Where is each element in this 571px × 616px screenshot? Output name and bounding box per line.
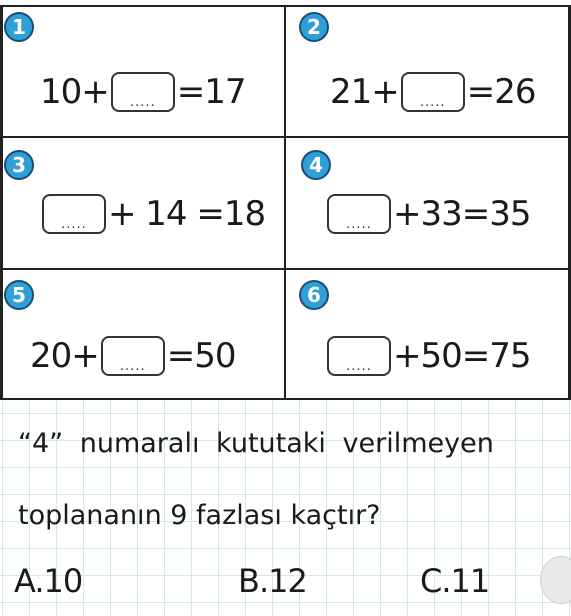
equation-row bbox=[40, 194, 265, 234]
problem-number-badge: 3 bbox=[4, 150, 34, 180]
answer-blank bbox=[327, 194, 391, 234]
answer-blank bbox=[42, 194, 106, 234]
answer-blank bbox=[327, 336, 391, 376]
problem-number-badge: 4 bbox=[301, 150, 331, 180]
table-border-top bbox=[0, 5, 571, 7]
equation-right: =26 bbox=[466, 72, 536, 112]
equation-left: 20+ bbox=[30, 336, 99, 376]
option-letter: B. bbox=[238, 562, 269, 600]
problem-number-badge: 2 bbox=[299, 12, 329, 42]
option-value: 12 bbox=[268, 562, 307, 600]
answer-blank bbox=[401, 72, 465, 112]
equation-left: 21+ bbox=[330, 72, 399, 112]
equation-row bbox=[330, 72, 536, 112]
problem-number-badge: 5 bbox=[4, 280, 34, 310]
equation-row bbox=[40, 72, 246, 112]
table-border-bottom bbox=[0, 398, 571, 400]
option-letter: C. bbox=[420, 562, 451, 600]
equation-right: + 14 =18 bbox=[108, 194, 266, 234]
equation-right: +50=75 bbox=[393, 336, 531, 376]
option-letter: A. bbox=[14, 562, 44, 600]
equation-row bbox=[30, 336, 236, 376]
table-border-middle bbox=[284, 5, 286, 400]
equation-right: =50 bbox=[166, 336, 236, 376]
equation-right: +33=35 bbox=[393, 194, 531, 234]
table-divider-1 bbox=[0, 136, 571, 138]
equation-left: 10+ bbox=[40, 72, 109, 112]
option-value: 11 bbox=[450, 562, 490, 600]
table-divider-2 bbox=[0, 268, 571, 270]
equation-row bbox=[325, 336, 531, 376]
option-a[interactable] bbox=[14, 562, 82, 600]
question-line-2: toplananın 9 fazlası kaçtır? bbox=[18, 500, 381, 531]
option-value: 10 bbox=[43, 562, 83, 600]
partial-circle-decoration bbox=[540, 556, 571, 604]
answer-blank bbox=[101, 336, 165, 376]
table-border-left bbox=[0, 5, 3, 400]
problem-number-badge: 1 bbox=[4, 12, 34, 42]
problem-number-badge: 6 bbox=[299, 280, 329, 310]
option-b[interactable] bbox=[238, 562, 307, 600]
answer-blank bbox=[111, 72, 175, 112]
equation-right: =17 bbox=[176, 72, 246, 112]
equation-row bbox=[325, 194, 531, 234]
option-c[interactable] bbox=[420, 562, 489, 600]
question-line-1: “4” numaralı kututaki verilmeyen bbox=[18, 428, 494, 459]
